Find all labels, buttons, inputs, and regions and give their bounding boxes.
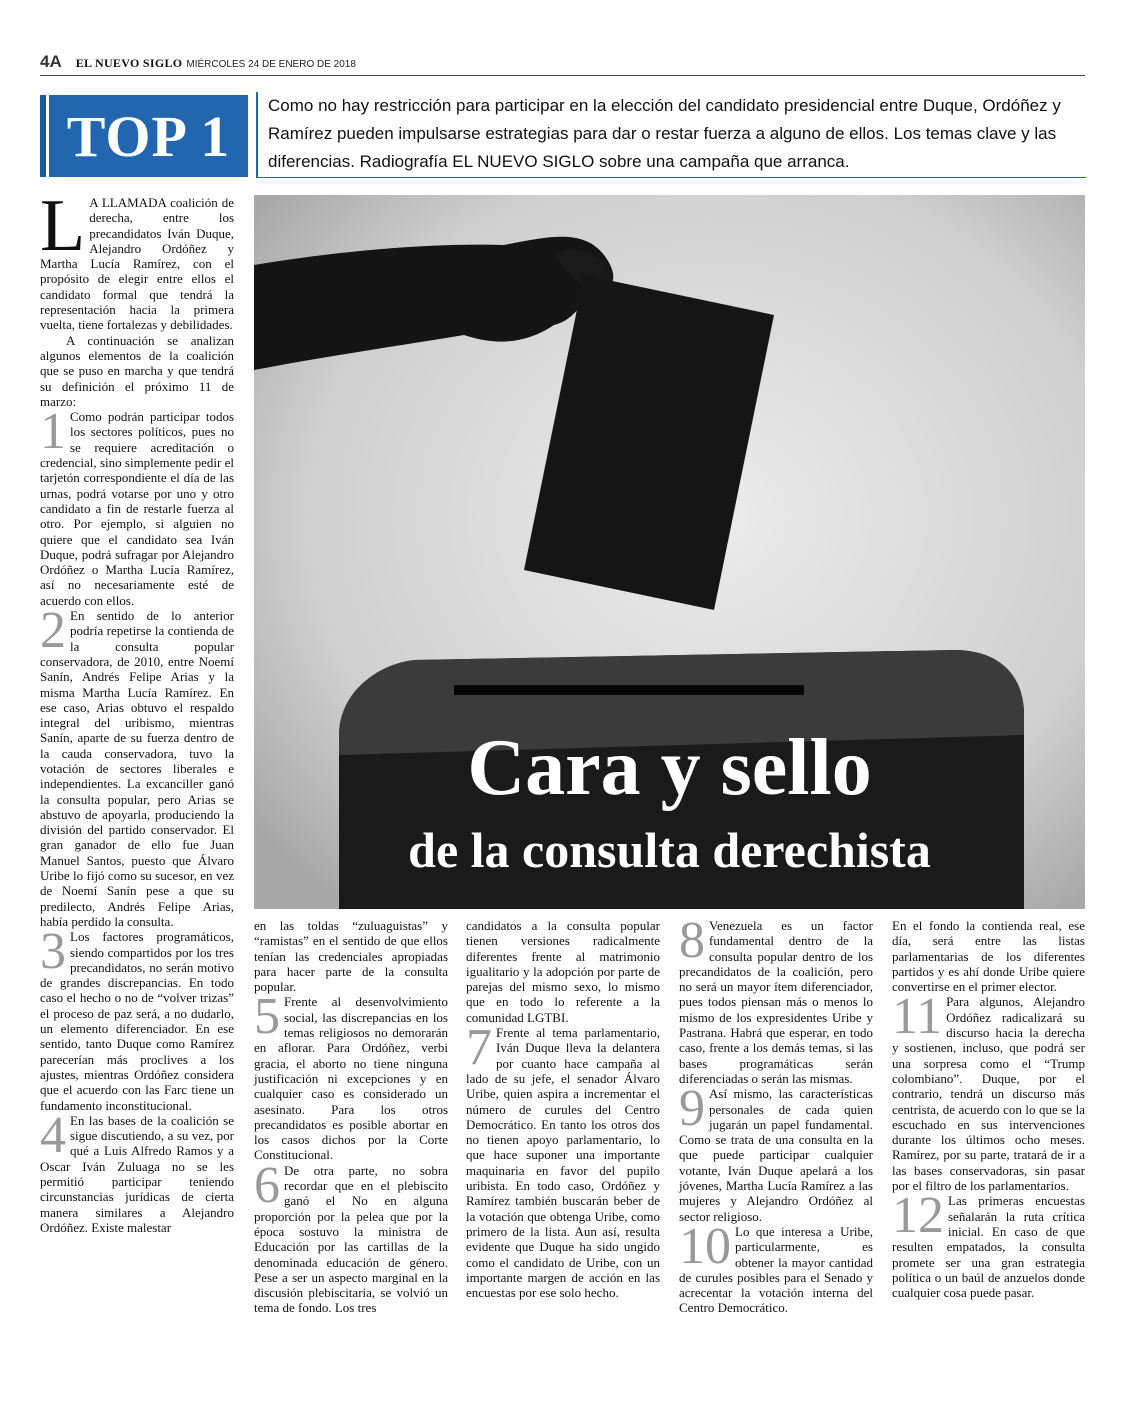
article-column-2 [254,918,448,1316]
article-column-3 [466,918,660,1300]
point-number-11: 11 [892,988,943,1046]
point-number-2: 2 [40,602,66,660]
intro-blurb [256,92,1086,178]
point-1-text: Como podrán participar todos los sectores políticos, pues no se requiere acreditación o credencial, sino simplemente pedir el tarjetón correspondiente el día de las urnas, podrá votarse por uno y otro candidato a fin de restarle fuerza al otro. Por ejemplo, si alguien no quiere que el candidato sea Iván Duque, podrá sufragar por Alejandro Ordóñez o Martha Lucía Ramírez, así no necesariamente esté de acuerdo con ellos. [40,409,234,608]
point-number-3: 3 [40,923,66,981]
intro-text: Como no hay restricción para participar en la elección del candidato presidencial entre Duque, Ordóñez y Ramírez pueden impulsarse estrategias para dar o restar fuerza a alguno de ellos. Los temas clave y las diferencias. Radiografía EL NUEVO SIGLO sobre una campaña que arranca. [268,96,1061,171]
section-tag: TOP 1 [66,103,231,169]
point-4-continued: en las toldas “zuluaguistas” y “ramistas” en el sentido de que ellos tenían las credenciales apropiadas para hacer parte de la consulta popular. [254,918,448,995]
point-number-12: 12 [892,1187,944,1245]
section-tag-box [40,95,248,177]
point-9-text: Así mismo, las características personales de cada quien jugarán un papel fundamental. Como se trata de una consulta en la que puede participar cualquier votante, Iván Duque apelará a los jóvenes, Martha Lucía Ramírez a las mujeres y Alejandro Ordóñez al sector religioso. [679,1086,873,1224]
publication-name: EL NUEVO SIGLO [75,56,183,70]
page-number: 4A [40,52,62,71]
headline-main: Cara y sello [467,724,872,812]
point-number-5: 5 [254,988,280,1046]
article-column-5 [892,918,1085,1300]
point-number-1: 1 [40,403,66,461]
masthead [40,52,1085,76]
ballot-box-photo [254,195,1085,909]
point-5-text: Frente al desenvolvimiento social, las discrepancias en los temas religiosos no demorarán en aflorar. Para Ordóñez, verbi gracia, el aborto no tiene ninguna justificación ni excepciones y en cualquier caso es considerado un asesinato. Para los otros precandidatos es posible abortar en los casos dichos por la Corte Constitucional. [254,994,448,1163]
point-number-10: 10 [679,1217,731,1275]
point-3-text: Los factores programáticos, siendo compartidos por los tres precandidatos, no serán motivo de grandes discrepancias. En todo caso el hecho o no de “volver trizas” el proceso de paz será, a no dudarlo, un elemento diferenciador. En ese sentido, tanto Duque como Ramírez parecerían más proclives a los ajustes, mientras Ordóñez considera que el acuerdo con las Farc tiene un fundamento inconstitucional. [40,929,234,1113]
point-number-9: 9 [679,1080,705,1138]
point-6-continued: candidatos a la consulta popular tienen versiones radicalmente diferentes frente al matrimonio igualitario y la adopción por parte de parejas del mismo sexo, lo mismo que en todo lo referente a la comunidad LGTBI. [466,918,660,1025]
point-number-8: 8 [679,912,705,969]
point-number-4: 4 [40,1106,66,1164]
point-10-text: Lo que interesa a Uribe, particularmente, es obtener la mayor cantidad de curules posibles para el Senado y acrecentar la votación interna del Centro Democrático. [679,1223,873,1316]
point-number-7: 7 [466,1019,492,1077]
drop-cap: L [40,185,86,267]
point-11-text: Para algunos, Alejandro Ordóñez radicalizará su discurso hacia la derecha y sostienen, incluso, que podrá ser una sorpresa como el “Trump colombiano”. Duque, por el contrario, tendrá un discurso más centrista, de acuerdo con lo que se la escuchado en sus intervenciones durante los últimos ocho meses. Ramírez, por su parte, tratará de ir a las bases conservadoras, sin pasar por el filtro de los parlamentarios. [892,994,1085,1194]
point-12-text: Las primeras encuestas señalarán la ruta crítica inicial. En caso de que resulten empatados, la consulta promete ser una gran estrategia política o un baúl de anzuelos donde cualquier cosa puede pasar. [892,1193,1085,1301]
article-column-1 [40,185,234,1235]
point-8-text: Venezuela es un factor fundamental dentro de la consulta popular dentro de los precandidatos de la coalición, pero no será un mayor ítem diferenciador, pues todos piensan más o menos lo mismo de los expresidentes Uribe y Pastrana. Habrá que esperar, en todo caso, frente a los demás temas, si las bases programáticas serán diferenciadas o serán las mismas. [679,918,873,1086]
headline-sub: de la consulta derechista [408,822,931,878]
point-2-text: En sentido de lo anterior podría repetirse la contienda de la consulta popular conservadora, de 2010, entre Noemí Sanín, Andrés Felipe Arias y la misma Martha Lucía Ramírez. En ese caso, Arias obtuvo el respaldo integral del uribismo, mientras Sanín, aparte de su fuerza dentro de la cauda conservadora, tuvo la votación de sectores liberales e independientes. La excanciller ganó la consulta popular, pero Arias se abstuvo de apoyarla, produciendo la división del partido conservador. El gran ganador de ello fue Juan Manuel Santos, puesto que Álvaro Uribe lo fijó como su sucesor, en vez de Noemí Sanín pese a que su predilecto, Andrés Felipe Arias, había perdido la consulta. [40,608,234,929]
article-column-4 [679,912,873,1316]
point-10-continued: En el fondo la contienda real, ese día, será entre las listas parlamentarias de los diferentes partidos y es ahí donde Uribe quiere convertirse en el primer elector. [892,918,1085,995]
point-6-text: De otra parte, no sobra recordar que en el plebiscito ganó el No en alguna proporción por la pelea que por la época sostuvo la ministra de Educación por las cartillas de la denominada educación de género. Pese a ser un aspecto marginal en la discusión plebiscitaria, se volvió un tema de fondo. Los tres [254,1162,448,1316]
intro-paragraph-2: A continuación se analizan algunos elementos de la coalición que se puso en marcha y que tendrá su definición el próximo 11 de marzo: [40,332,234,409]
point-7-text: Frente al tema parlamentario, Iván Duque lleva la delantera por cuanto hace campaña al lado de su jefe, el senador Álvaro Uribe, quien aspira a incrementar el número de curules del Centro Democrático. En tanto los otros dos no tienen apoyo parlamentario, lo que hace suponer una importante maquinaria en favor del pupilo uribista. En todo caso, Ordóñez y Ramírez también buscarán beber de la votación que obtenga Uribe, como primero de la lista. Aun así, resulta evidente que Duque ha sido ungido como el candidato de Uribe, con un importante margen de acción en las encuestas por ese solo hecho. [466,1025,660,1301]
point-number-6: 6 [254,1156,280,1214]
point-4-text: En las bases de la coalición se sigue discutiendo, a su vez, por qué a Luis Alfredo Ramos y a Oscar Iván Zuluaga no se les permitió participar teniendo circunstancias jurídicas de cierta manera similares a Alejandro Ordóñez. Existe malestar [40,1112,234,1235]
publication-date: MIÉRCOLES 24 DE ENERO DE 2018 [186,59,356,70]
lead-paragraph: A LLAMADA coalición de derecha, entre los precandidatos Iván Duque, Alejandro Ordóñez y Martha Lucía Ramírez, con el propósito de elegir entre ellos el candidato formal que tendrá la representación hacia la primera vuelta, tiene fortalezas y debilidades. [40,195,234,333]
